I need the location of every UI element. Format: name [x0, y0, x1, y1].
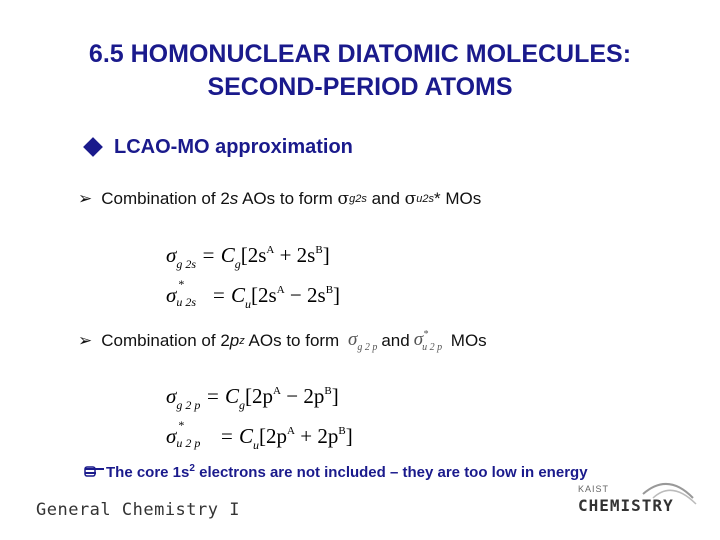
main-bullet-text: LCAO-MO approximation	[114, 135, 353, 158]
sigma-g2s-sub: g2s	[349, 193, 367, 205]
item2-p-sub: z	[239, 335, 245, 347]
item2-p: p	[229, 331, 240, 350]
sigma-g2pz-inline: $\sigma_{g 2 p}$	[347, 329, 378, 353]
logo-chemistry-text: CHEMISTRY	[578, 496, 674, 515]
equation-sigma-u2s: σ * u 2s = $C_u[2s^A - 2s^B]$	[166, 277, 341, 311]
item2-middle: AOs to form	[244, 331, 344, 350]
title-line-1: 6.5 HOMONUCLEAR DIATOMIC MOLECULES:	[88, 40, 632, 68]
item1-suffix: * MOs	[434, 189, 482, 208]
note-text-a: The core 1s	[106, 464, 190, 481]
main-bullet	[86, 133, 353, 161]
item2-and: and	[381, 331, 410, 350]
equation-sigma-g2pz: $\sigma_{g 2 p} = C_g[2p^A - 2p^B]$	[166, 384, 339, 412]
arrow-right-icon: ➢	[78, 189, 93, 208]
note-text-b: electrons are not included – they are too low in energy	[194, 464, 588, 481]
item1-s: s	[229, 189, 239, 208]
bullet-item-2pz	[78, 329, 487, 353]
item1-middle: AOs to form	[238, 189, 338, 208]
sigma-u2pz-inline: $\sigma^*_{u 2 p}$	[413, 329, 443, 353]
note-sup: 2	[189, 463, 195, 474]
diamond-icon	[83, 137, 103, 157]
slide-title	[0, 38, 720, 104]
logo-kaist-text: KAIST	[578, 484, 610, 494]
footer-course-name: General Chemistry I	[36, 500, 240, 520]
sigma-u2s: σ	[404, 189, 417, 209]
arrow-right-icon: ➢	[78, 331, 93, 350]
core-electrons-note	[84, 458, 644, 483]
pointing-hand-icon	[84, 464, 106, 478]
item2-prefix: Combination of 2	[101, 331, 230, 350]
item1-prefix: Combination of 2	[101, 189, 230, 208]
bullet-item-2s	[78, 189, 481, 209]
item1-and: and	[366, 189, 405, 208]
item2-suffix: MOs	[446, 331, 487, 350]
equation-sigma-g2s: $\sigma_{g 2s} = C_g[2s^A + 2s^B]$	[166, 243, 330, 271]
kaist-chemistry-logo	[578, 476, 698, 522]
sigma-u2s-sub: u2s	[416, 193, 435, 205]
title-line-2: SECOND-PERIOD ATOMS	[207, 73, 513, 101]
equation-sigma-u2pz: σ * u 2 p = $C_u[2p^A + 2p^B]$	[166, 418, 353, 452]
sigma-g2s: σ	[337, 189, 350, 209]
